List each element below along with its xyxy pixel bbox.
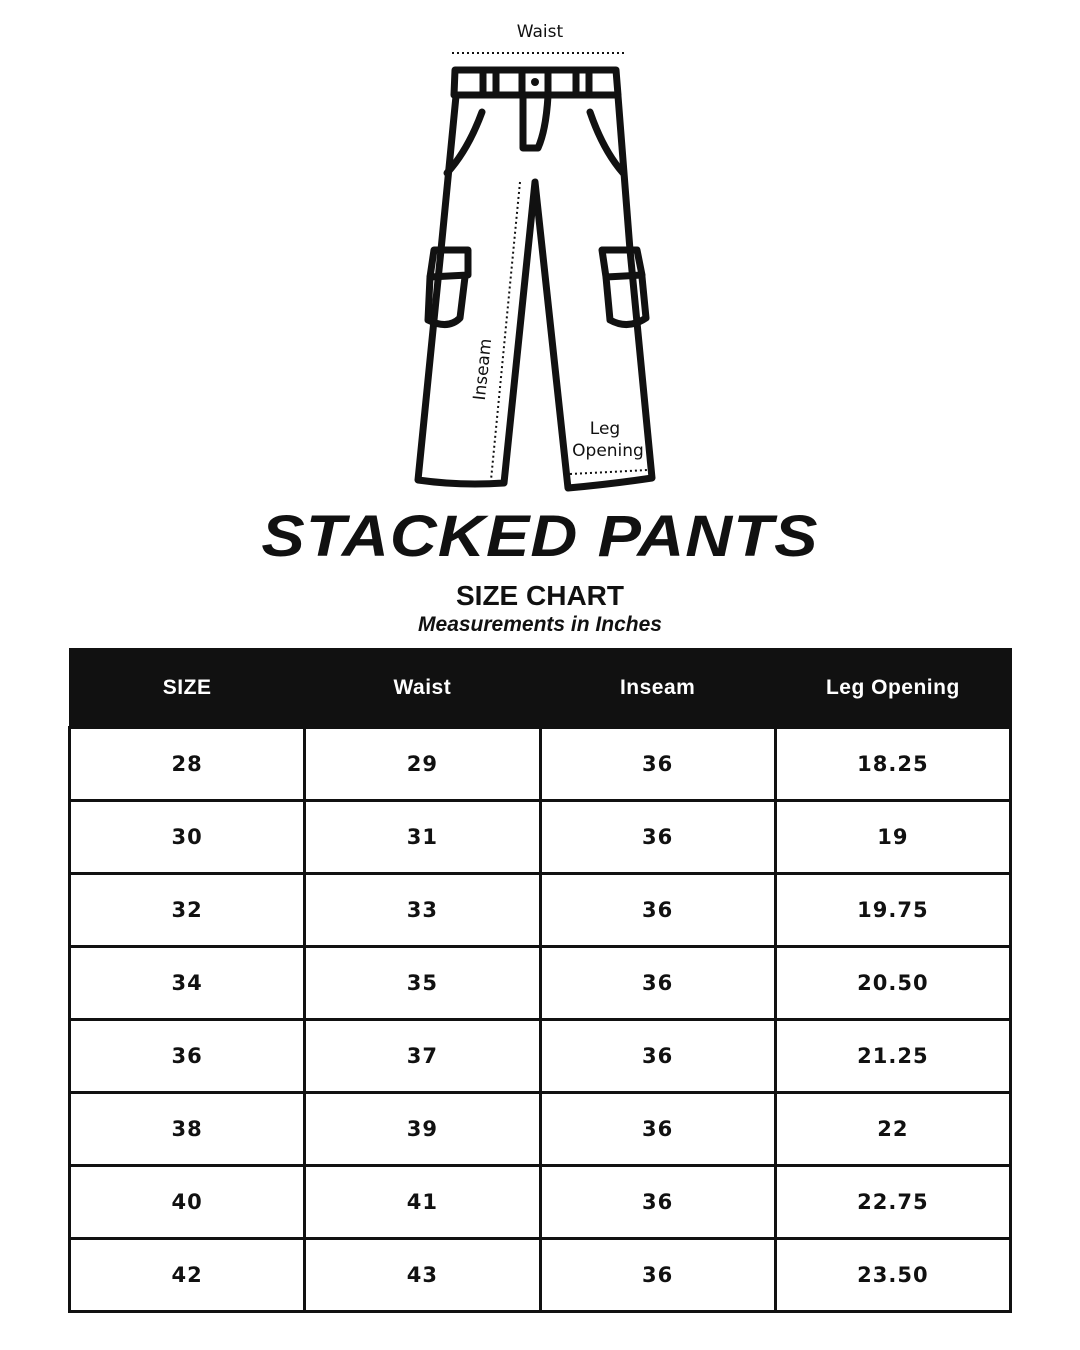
- cell-size: 30: [70, 801, 305, 874]
- cell-inseam: 36: [540, 1166, 775, 1239]
- table-row: [70, 1093, 1011, 1166]
- chart-subtitle: SIZE CHART: [456, 580, 624, 611]
- inseam-label: Inseam: [469, 337, 497, 402]
- product-title: STACKED PANTS: [261, 504, 819, 569]
- cell-leg-opening: 19: [775, 801, 1010, 874]
- cell-inseam: 36: [540, 728, 775, 801]
- table-row: [70, 801, 1011, 874]
- cell-leg-opening: 23.50: [775, 1239, 1010, 1312]
- cell-waist: 37: [305, 1020, 540, 1093]
- waist-button-icon: [531, 78, 539, 86]
- table-row: [70, 874, 1011, 947]
- size-table: [68, 648, 1012, 1313]
- table-header-row: [70, 649, 1011, 728]
- cell-leg-opening: 21.25: [775, 1020, 1010, 1093]
- cell-leg-opening: 22.75: [775, 1166, 1010, 1239]
- units-note: Measurements in Inches: [418, 613, 662, 636]
- cell-inseam: 36: [540, 801, 775, 874]
- cell-size: 34: [70, 947, 305, 1020]
- cell-size: 36: [70, 1020, 305, 1093]
- cell-leg-opening: 19.75: [775, 874, 1010, 947]
- table-row: [70, 1166, 1011, 1239]
- cell-size: 32: [70, 874, 305, 947]
- leg-opening-label-line2: Opening: [572, 441, 644, 461]
- cell-leg-opening: 20.50: [775, 947, 1010, 1020]
- cell-leg-opening: 22: [775, 1093, 1010, 1166]
- cell-waist: 41: [305, 1166, 540, 1239]
- cell-inseam: 36: [540, 874, 775, 947]
- cell-size: 28: [70, 728, 305, 801]
- pants-diagram: [0, 0, 1080, 500]
- header-inseam: Inseam: [540, 649, 775, 728]
- header-waist: Waist: [305, 649, 540, 728]
- cell-waist: 43: [305, 1239, 540, 1312]
- cell-inseam: 36: [540, 1093, 775, 1166]
- cell-waist: 33: [305, 874, 540, 947]
- cell-size: 38: [70, 1093, 305, 1166]
- leg-opening-label-line1: Leg: [589, 419, 621, 439]
- table-row: [70, 728, 1011, 801]
- cell-leg-opening: 18.25: [775, 728, 1010, 801]
- leg-opening-measure-line: [570, 470, 648, 474]
- cell-waist: 29: [305, 728, 540, 801]
- cell-inseam: 36: [540, 947, 775, 1020]
- header-size: SIZE: [70, 649, 305, 728]
- table-row: [70, 1020, 1011, 1093]
- cell-waist: 35: [305, 947, 540, 1020]
- cell-size: 42: [70, 1239, 305, 1312]
- table-row: [70, 947, 1011, 1020]
- table-row: [70, 1239, 1011, 1312]
- waist-label: Waist: [516, 22, 564, 42]
- cell-waist: 39: [305, 1093, 540, 1166]
- cell-inseam: 36: [540, 1239, 775, 1312]
- header-leg-opening: Leg Opening: [775, 649, 1010, 728]
- cell-waist: 31: [305, 801, 540, 874]
- cell-inseam: 36: [540, 1020, 775, 1093]
- cell-size: 40: [70, 1166, 305, 1239]
